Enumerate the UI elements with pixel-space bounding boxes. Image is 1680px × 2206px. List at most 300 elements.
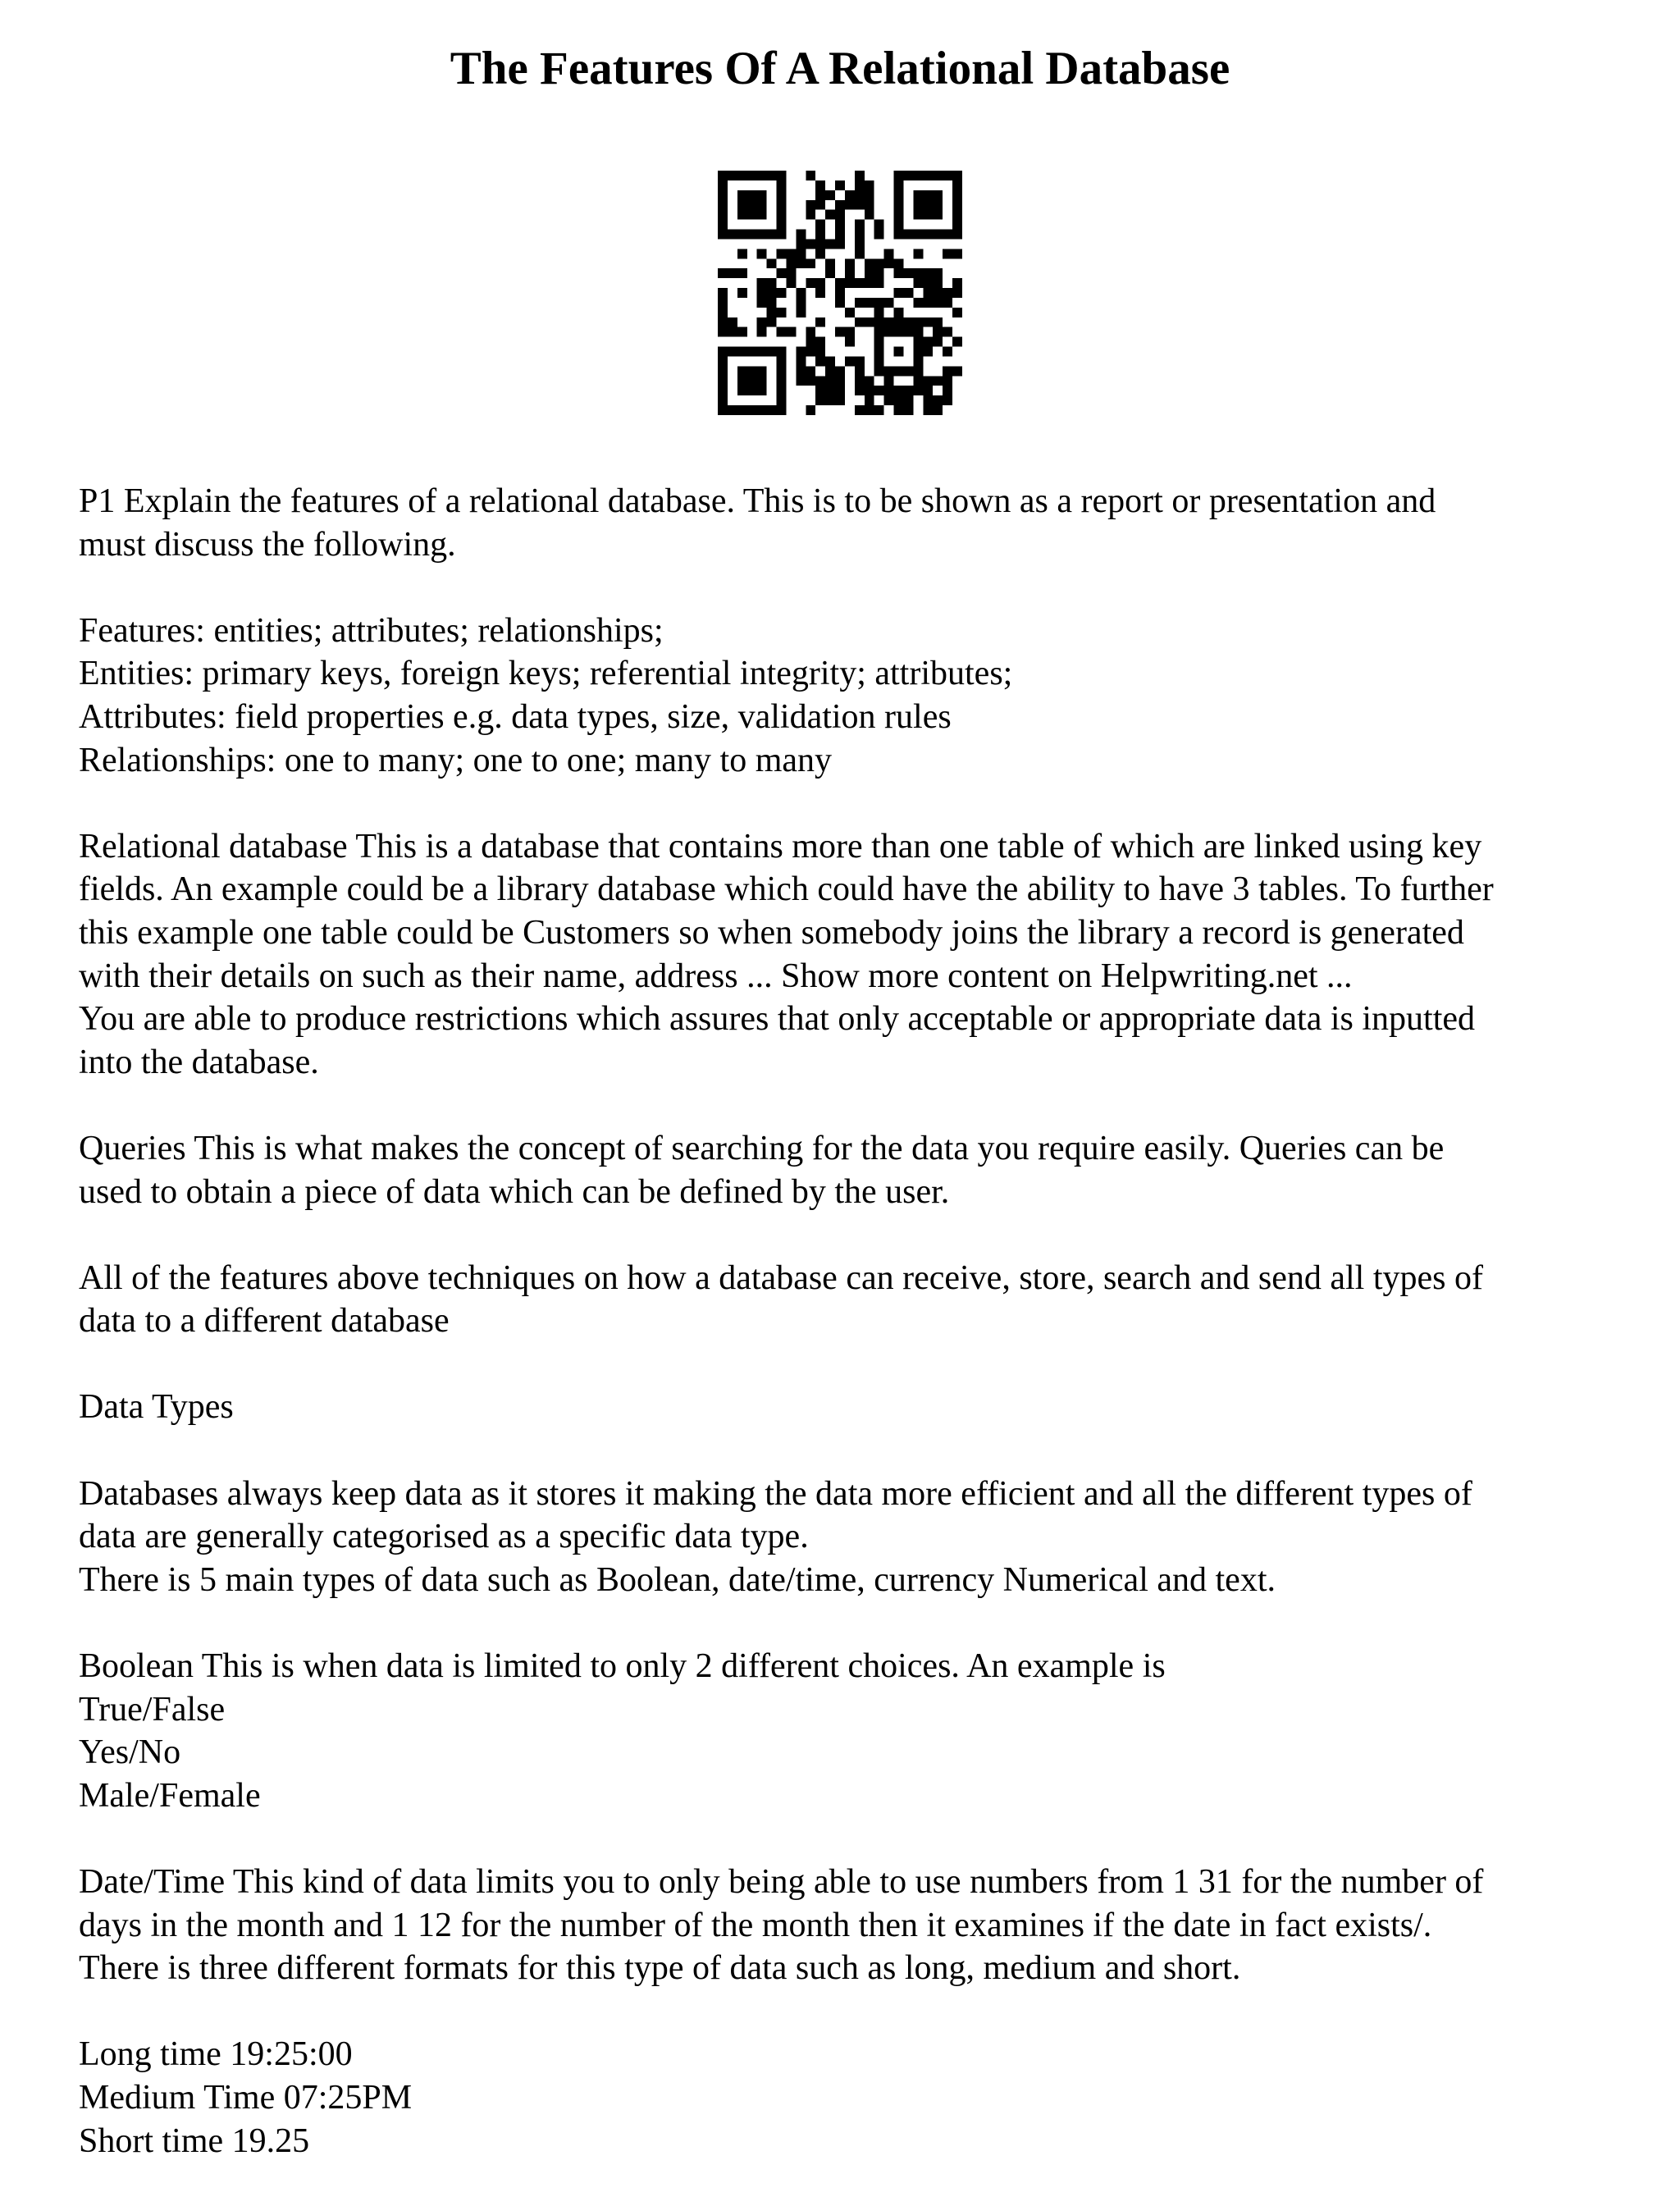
qr-module: [786, 278, 796, 288]
qr-module: [865, 180, 874, 190]
qr-module: [815, 249, 825, 258]
text-line: data to a different database: [79, 1302, 450, 1340]
qr-module: [865, 200, 874, 210]
qr-module: [923, 190, 933, 200]
qr-module: [718, 268, 728, 278]
qr-module: [718, 327, 728, 337]
qr-module: [913, 356, 923, 366]
qr-module: [865, 376, 874, 386]
qr-module: [737, 210, 747, 220]
qr-module: [786, 249, 796, 258]
qr-module: [923, 268, 933, 278]
qr-module: [903, 327, 913, 337]
qr-module: [865, 268, 874, 278]
qr-module: [728, 347, 737, 357]
qr-module: [894, 386, 904, 395]
qr-module: [815, 337, 825, 347]
qr-module: [865, 395, 874, 405]
document-title: The Features Of A Relational Database: [450, 43, 1230, 94]
qr-module: [835, 230, 845, 240]
qr-module: [757, 376, 767, 386]
qr-module: [767, 405, 777, 415]
qr-module: [952, 171, 962, 180]
qr-module: [718, 171, 728, 180]
qr-module: [757, 210, 767, 220]
qr-module: [747, 200, 757, 210]
qr-module: [747, 386, 757, 395]
qr-module: [835, 239, 845, 249]
qr-module: [894, 347, 904, 357]
qr-module: [796, 356, 806, 366]
text-line: Features: entities; attributes; relationships;: [79, 611, 664, 650]
qr-module: [913, 327, 923, 337]
qr-module: [815, 220, 825, 230]
qr-module: [923, 171, 933, 180]
qr-module: [943, 298, 952, 308]
qr-module: [855, 356, 865, 366]
qr-module: [894, 366, 904, 376]
qr-module: [923, 210, 933, 220]
qr-module: [894, 220, 904, 230]
text-line: Yes/No: [79, 1733, 181, 1772]
qr-module: [855, 366, 865, 376]
qr-module: [757, 190, 767, 200]
qr-module: [855, 180, 865, 190]
qr-module: [718, 288, 728, 298]
qr-module: [874, 258, 884, 268]
qr-module: [903, 288, 913, 298]
qr-module: [718, 210, 728, 220]
qr-module: [728, 230, 737, 240]
qr-module: [747, 171, 757, 180]
qr-module: [815, 278, 825, 288]
qr-module: [747, 366, 757, 376]
qr-module: [913, 298, 923, 308]
qr-module: [835, 386, 845, 395]
qr-module: [767, 288, 777, 298]
text-line: Entities: primary keys, foreign keys; referential integrity; attributes;: [79, 655, 1013, 693]
qr-module: [913, 210, 923, 220]
qr-module: [884, 386, 894, 395]
qr-module: [835, 180, 845, 190]
qr-module: [923, 317, 933, 327]
qr-module: [835, 288, 845, 298]
qr-module: [777, 308, 787, 317]
qr-module: [903, 405, 913, 415]
qr-module: [855, 317, 865, 327]
qr-module: [806, 239, 815, 249]
text-line: with their details on such as their name, address ... Show more content on Helpwriting.net ...: [79, 957, 1353, 995]
qr-module: [737, 171, 747, 180]
qr-module: [737, 366, 747, 376]
qr-module: [865, 386, 874, 395]
qr-module: [855, 298, 865, 308]
qr-module: [933, 405, 943, 415]
qr-module: [825, 268, 835, 278]
qr-module: [777, 366, 787, 376]
qr-module: [747, 347, 757, 357]
text-line: must discuss the following.: [79, 525, 456, 564]
qr-module: [884, 249, 894, 258]
text-line: Attributes: field properties e.g. data types, size, validation rules: [79, 697, 952, 736]
qr-module: [943, 347, 952, 357]
qr-module: [728, 268, 737, 278]
qr-module: [903, 268, 913, 278]
qr-module: [845, 308, 855, 317]
qr-module: [903, 395, 913, 405]
qr-module: [835, 210, 845, 220]
qr-module: [796, 258, 806, 268]
qr-module: [923, 376, 933, 386]
paragraph: [79, 610, 1621, 782]
qr-module: [767, 298, 777, 308]
qr-module: [806, 405, 815, 415]
qr-module: [757, 278, 767, 288]
qr-module: [767, 258, 777, 268]
qr-module: [757, 317, 767, 327]
paragraph: [79, 1861, 1621, 1990]
qr-module: [845, 200, 855, 210]
qr-module: [855, 405, 865, 415]
qr-module: [737, 405, 747, 415]
qr-module: [913, 347, 923, 357]
qr-module: [913, 366, 923, 376]
qr-module: [923, 395, 933, 405]
qr-module: [943, 171, 952, 180]
text-line: fields. An example could be a library database which could have the ability to have 3 tables. To further: [79, 870, 1494, 909]
text-line: All of the features above techniques on how a database can receive, store, search and send all types of: [79, 1258, 1483, 1297]
qr-module: [806, 327, 815, 337]
qr-module: [894, 200, 904, 210]
qr-module: [933, 327, 943, 337]
qr-module: [855, 171, 865, 180]
qr-module: [943, 386, 952, 395]
qr-module: [815, 386, 825, 395]
qr-module: [913, 268, 923, 278]
qr-module: [786, 258, 796, 268]
qr-module: [815, 180, 825, 190]
qr-module: [894, 258, 904, 268]
qr-module: [737, 288, 747, 298]
qr-module: [865, 258, 874, 268]
qr-module: [943, 288, 952, 298]
qr-module: [806, 376, 815, 386]
qr-module: [933, 268, 943, 278]
qr-module: [777, 249, 787, 258]
qr-module: [933, 317, 943, 327]
qr-module: [737, 327, 747, 337]
qr-module: [874, 327, 884, 337]
qr-module: [943, 395, 952, 405]
qr-module: [806, 337, 815, 347]
qr-module: [806, 258, 815, 268]
qr-module: [913, 278, 923, 288]
qr-module: [757, 171, 767, 180]
qr-module: [728, 171, 737, 180]
qr-module: [815, 317, 825, 327]
qr-module: [903, 366, 913, 376]
qr-module: [943, 366, 952, 376]
qr-module: [825, 395, 835, 405]
paragraph: [79, 825, 1621, 1085]
qr-module: [747, 230, 757, 240]
qr-module: [884, 298, 894, 308]
qr-module: [786, 327, 796, 337]
qr-module: [767, 230, 777, 240]
text-line: data are generally categorised as a specific data type.: [79, 1518, 809, 1556]
qr-module: [845, 278, 855, 288]
qr-module: [913, 230, 923, 240]
qr-module: [865, 317, 874, 327]
text-line: There is three different formats for this type of data such as long, medium and short.: [79, 1949, 1241, 1988]
qr-module: [952, 200, 962, 210]
qr-module: [796, 308, 806, 317]
qr-module: [894, 180, 904, 190]
qr-module: [806, 200, 815, 210]
qr-module: [737, 347, 747, 357]
qr-module: [718, 317, 728, 327]
qr-module: [903, 230, 913, 240]
text-line: Short time 19.25: [79, 2122, 310, 2160]
qr-module: [913, 190, 923, 200]
qr-module: [952, 210, 962, 220]
qr-module: [757, 366, 767, 376]
text-line: Relational database This is a database that contains more than one table of which are linked using key: [79, 827, 1482, 866]
qr-module: [855, 220, 865, 230]
qr-code-icon: [718, 171, 962, 415]
qr-module: [718, 356, 728, 366]
qr-module: [865, 210, 874, 220]
text-line: Boolean This is when data is limited to only 2 different choices. An example is: [79, 1647, 1166, 1686]
qr-module: [718, 220, 728, 230]
qr-module: [943, 376, 952, 386]
qr-module: [737, 200, 747, 210]
qr-module: [874, 220, 884, 230]
qr-module: [952, 249, 962, 258]
qr-module: [806, 347, 815, 357]
qr-module: [815, 190, 825, 200]
qr-module: [777, 210, 787, 220]
qr-module: [718, 366, 728, 376]
qr-module: [825, 366, 835, 376]
qr-module: [815, 347, 825, 357]
paragraph: [79, 1473, 1621, 1602]
qr-module: [718, 347, 728, 357]
qr-module: [835, 376, 845, 386]
qr-module: [874, 308, 884, 317]
qr-module: [825, 210, 835, 220]
qr-module: [884, 366, 894, 376]
qr-module: [923, 298, 933, 308]
qr-module: [855, 278, 865, 288]
qr-module: [874, 268, 884, 278]
qr-module: [757, 298, 767, 308]
qr-module: [757, 327, 767, 337]
qr-module: [923, 386, 933, 395]
qr-module: [933, 376, 943, 386]
qr-module: [777, 190, 787, 200]
qr-module: [747, 405, 757, 415]
qr-module: [913, 249, 923, 258]
qr-module: [777, 356, 787, 366]
paragraph: [79, 1645, 1621, 1817]
qr-module: [825, 356, 835, 366]
qr-module: [903, 317, 913, 327]
qr-module: [767, 278, 777, 288]
qr-module: [865, 405, 874, 415]
qr-module: [923, 278, 933, 288]
qr-module: [874, 356, 884, 366]
qr-module: [952, 230, 962, 240]
qr-module: [757, 288, 767, 298]
qr-module: [825, 258, 835, 268]
qr-module: [952, 220, 962, 230]
paragraph: [79, 480, 1621, 566]
qr-module: [815, 230, 825, 240]
qr-module: [747, 376, 757, 386]
qr-module: [865, 190, 874, 200]
qr-module: [855, 190, 865, 200]
qr-module: [913, 317, 923, 327]
text-line: Databases always keep data as it stores it making the data more efficient and all the different types of: [79, 1474, 1472, 1513]
qr-module: [903, 171, 913, 180]
qr-module: [855, 230, 865, 240]
qr-module: [865, 278, 874, 288]
qr-module: [884, 395, 894, 405]
qr-module: [952, 288, 962, 298]
qr-module: [718, 405, 728, 415]
qr-module: [777, 268, 787, 278]
qr-module: [825, 386, 835, 395]
qr-module: [874, 317, 884, 327]
qr-module: [894, 405, 904, 415]
qr-module: [777, 347, 787, 357]
qr-module: [933, 230, 943, 240]
qr-module: [894, 190, 904, 200]
qr-module: [747, 210, 757, 220]
qr-module: [815, 239, 825, 249]
qr-module: [855, 249, 865, 258]
qr-module: [845, 258, 855, 268]
text-line: this example one table could be Customers so when somebody joins the library a record is generated: [79, 913, 1464, 952]
qr-module: [796, 298, 806, 308]
qr-module: [874, 347, 884, 357]
qr-module: [933, 298, 943, 308]
qr-module: [718, 308, 728, 317]
qr-module: [835, 298, 845, 308]
qr-module: [796, 288, 806, 298]
qr-module: [718, 180, 728, 190]
qr-module: [913, 376, 923, 386]
qr-module: [884, 317, 894, 327]
qr-module: [796, 376, 806, 386]
qr-module: [874, 298, 884, 308]
qr-module: [728, 405, 737, 415]
qr-module: [894, 308, 904, 317]
qr-module: [884, 376, 894, 386]
text-line: Date/Time This kind of data limits you to only being able to use numbers from 1 31 for the number of: [79, 1863, 1484, 1901]
document-body: [79, 480, 1621, 2206]
qr-module: [777, 395, 787, 405]
qr-module: [855, 376, 865, 386]
qr-module: [796, 366, 806, 376]
qr-module: [757, 386, 767, 395]
qr-module: [884, 327, 894, 337]
qr-module: [815, 200, 825, 210]
qr-module: [757, 249, 767, 258]
qr-module: [894, 210, 904, 220]
qr-module: [845, 356, 855, 366]
qr-module: [718, 190, 728, 200]
qr-module: [933, 200, 943, 210]
qr-module: [815, 376, 825, 386]
qr-module: [737, 249, 747, 258]
qr-module: [874, 405, 884, 415]
qr-module: [933, 278, 943, 288]
qr-module: [933, 171, 943, 180]
qr-module: [777, 405, 787, 415]
qr-module: [923, 347, 933, 357]
qr-module: [767, 171, 777, 180]
qr-module: [767, 347, 777, 357]
qr-module: [757, 405, 767, 415]
qr-module: [845, 268, 855, 278]
qr-module: [806, 171, 815, 180]
qr-module: [874, 278, 884, 288]
qr-module: [806, 210, 815, 220]
text-line: True/False: [79, 1690, 226, 1729]
qr-module: [728, 317, 737, 327]
qr-module: [777, 180, 787, 190]
qr-module: [874, 366, 884, 376]
qr-module: [952, 278, 962, 288]
qr-module: [835, 395, 845, 405]
text-line: used to obtain a piece of data which can be defined by the user.: [79, 1172, 950, 1211]
qr-module: [747, 190, 757, 200]
qr-module: [777, 288, 787, 298]
qr-module: [835, 278, 845, 288]
qr-module: [894, 288, 904, 298]
qr-module: [894, 317, 904, 327]
qr-module: [737, 376, 747, 386]
qr-module: [923, 200, 933, 210]
qr-module: [874, 337, 884, 347]
text-line: days in the month and 1 12 for the number of the month then it examines if the date in fact exists/.: [79, 1906, 1432, 1944]
qr-module: [874, 230, 884, 240]
qr-module: [718, 230, 728, 240]
qr-module: [825, 239, 835, 249]
qr-module: [943, 249, 952, 258]
qr-module: [737, 190, 747, 200]
qr-module: [952, 180, 962, 190]
paragraph: [79, 1386, 1621, 1429]
qr-module: [777, 171, 787, 180]
qr-module: [903, 386, 913, 395]
text-line: P1 Explain the features of a relational database. This is to be shown as a report or presentation and: [79, 482, 1436, 520]
text-line: Relationships: one to many; one to one; many to many: [79, 741, 833, 779]
qr-module: [943, 327, 952, 337]
qr-module: [943, 230, 952, 240]
qr-module: [913, 200, 923, 210]
qr-module: [894, 395, 904, 405]
qr-module: [815, 288, 825, 298]
qr-module: [952, 366, 962, 376]
qr-module: [835, 366, 845, 376]
qr-module: [757, 230, 767, 240]
qr-module: [777, 327, 787, 337]
qr-module: [933, 288, 943, 298]
qr-module: [737, 230, 747, 240]
